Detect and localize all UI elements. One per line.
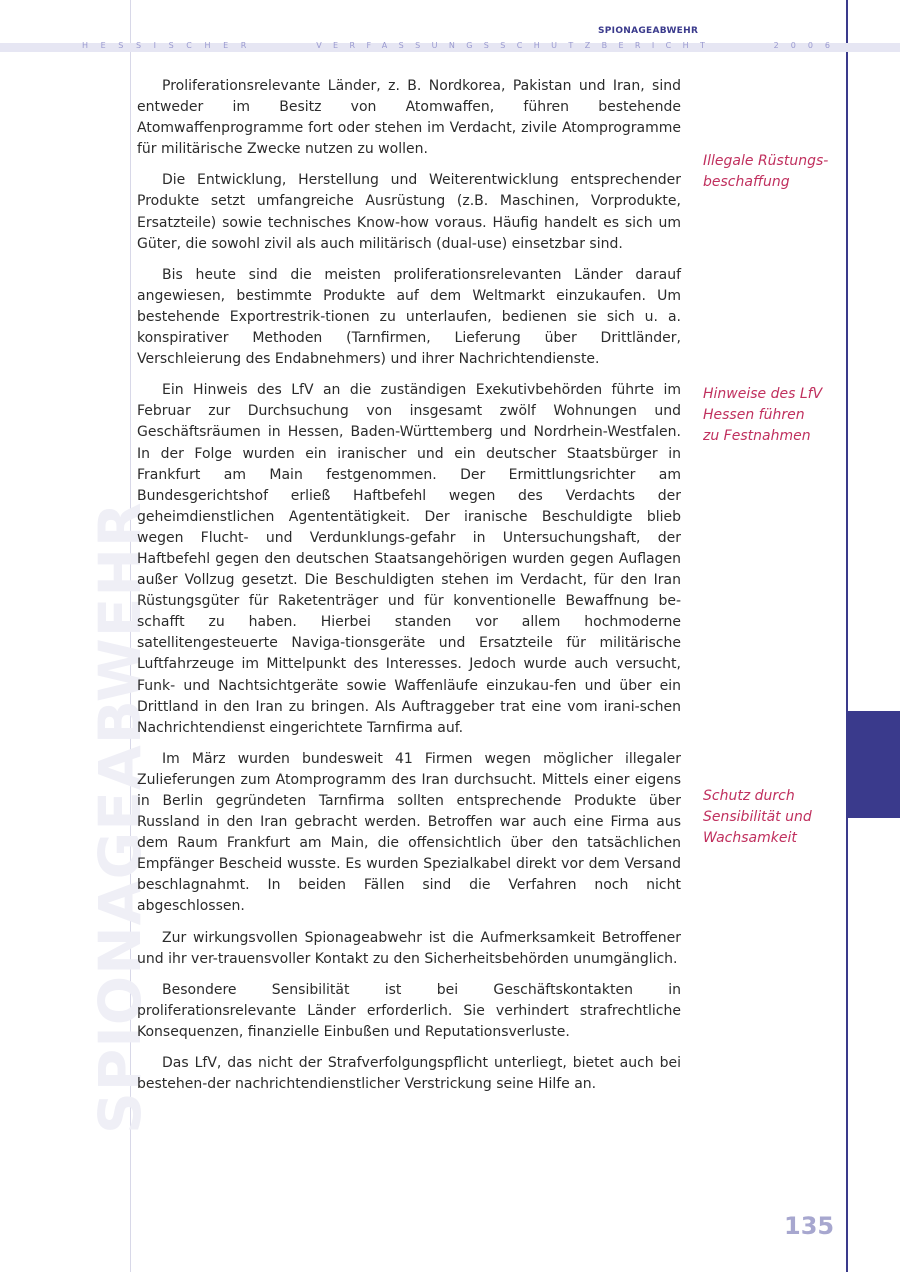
chapter-watermark: SPIONAGEABWEHR	[86, 501, 154, 1134]
margin-note-line: Schutz durch	[703, 788, 795, 804]
running-header-part2: VERFASSUNGSSCHUTZBERICHT	[316, 41, 717, 50]
paragraph: Proliferationsrelevante Länder, z. B. Nordkorea, Pakistan und Iran, sind entweder im Besitz von Atomwaffen, führen bestehende Atomwaffenprogramme fort oder stehen im Verdacht, zivile Atomprogramme für militärische Zwecke nutzen zu wollen.	[137, 78, 681, 158]
paragraph: Die Entwicklung, Herstellung und Weiterentwicklung entsprechender Produkte setzt umfangreiche Ausrüstung (z.B. Maschinen, Vorprodukte, Ersatzteile) sowie technisches Know-how voraus. Häufig handelt es sich um Güter, die sowohl zivil als auch militärisch (dual-use) einsetzbar sind.	[137, 172, 681, 252]
margin-note-line: Hessen führen	[703, 407, 805, 423]
margin-note-arrests	[703, 384, 843, 447]
margin-note-line: beschaffung	[703, 174, 790, 190]
paragraph: Im März wurden bundesweit 41 Firmen wegen möglicher illegaler Zulieferungen zum Atomprogramm des Iran durchsucht. Mittels einer eigens in Berlin gegründeten Tarnfirma sollten entsprechende Produkte über Russland in den Iran gebracht werden. Betroffen war auch eine Firma aus dem Raum Frankfurt am Main, die offensichtlich über den tatsächlichen Empfänger Bescheid wusste. Es wurden Spezialkabel direkt vor dem Versand beschlagnahmt. In beiden Fällen sind die Verfahren noch nicht abgeschlossen.	[137, 750, 681, 915]
running-header	[82, 41, 842, 50]
margin-note-line: Sensibilität und	[703, 809, 812, 825]
margin-note-illegal-procurement	[703, 151, 843, 193]
margin-note-line: zu Festnahmen	[703, 428, 811, 444]
paragraph: Besondere Sensibilität ist bei Geschäftskontakten in proliferationsrelevante Länder erforderlich. Sie verhindert strafrechtliche Konsequenzen, finanzielle Einbußen und Reputationsverluste.	[137, 981, 681, 1040]
margin-note-line: Illegale Rüstungs-	[703, 153, 829, 169]
paragraph: Ein Hinweis des LfV an die zuständigen Exekutivbehörden führte im Februar zur Durchsuchung von insgesamt zwölf Wohnungen und Geschäftsräumen in Hessen, Baden-Württemberg und Nordrhein-Westfalen. In der Folge wurden ein iranischer und ein deutscher Staatsbürger in Frankfurt am Main festgenommen. Der Ermittlungsrichter am Bundesgerichtshof erließ Haftbefehl wegen des Verdachts der geheimdienstlichen Agententätigkeit. Der iranische Beschuldigte blieb wegen Flucht- und Verdunklungs-gefahr in Untersuchungshaft, der Haftbefehl gegen den deutschen Staatsangehörigen wurden gegen Auflagen außer Vollzug gesetzt. Die Beschuldigten stehen im Verdacht, für den Iran Rüstungsgüter für Raketenträger und für konventionelle Bewaffnung be-schafft zu haben. Hierbei standen vor allem hochmoderne satellitengesteuerte Naviga-tionsgeräte und Ersatzteile für militärische Luftfahrzeuge im Mittelpunkt des Interesses. Jedoch wurde auch versucht, Funk- und Nachtsichtgeräte sowie Waffenläufe einzukau-fen und über ein Drittland in den Iran zu bringen. Als Auftraggeber trat eine vom irani-schen Nachrichtendienst eingerichtete Tarnfirma auf.	[137, 382, 681, 736]
running-header-year: 2006	[773, 41, 842, 50]
body-text	[137, 76, 681, 1105]
margin-note-line: Hinweise des LfV	[703, 386, 823, 402]
paragraph: Das LfV, das nicht der Strafverfolgungspflicht unterliegt, bietet auch bei bestehen-der nachrichtendienstlicher Verstrickung seine Hilfe an.	[137, 1055, 681, 1093]
margin-note-protection	[703, 786, 843, 849]
paragraph: Zur wirkungsvollen Spionageabwehr ist die Aufmerksamkeit Betroffener und ihr ver-trauensvoller Kontakt zu den Sicherheitsbehörden unumgänglich.	[137, 929, 681, 967]
section-label: SPIONAGEABWEHR	[598, 26, 699, 36]
running-header-part1: HESSISCHER	[82, 41, 259, 50]
right-edge-rule	[846, 0, 848, 1272]
chapter-tab	[848, 711, 900, 818]
paragraph: Bis heute sind die meisten proliferationsrelevanten Länder darauf angewiesen, bestimmte Produkte auf dem Weltmarkt einzukaufen. Um bestehende Exportrestrik-tionen zu unterlaufen, bedienen sie sich u. a. konspirativer Methoden (Tarnfirmen, Lieferung über Drittländer, Verschleierung des Endabnehmers) und ihrer Nachrichtendienste.	[137, 266, 681, 368]
margin-note-line: Wachsamkeit	[703, 830, 797, 846]
page-number: 135	[784, 1212, 835, 1240]
